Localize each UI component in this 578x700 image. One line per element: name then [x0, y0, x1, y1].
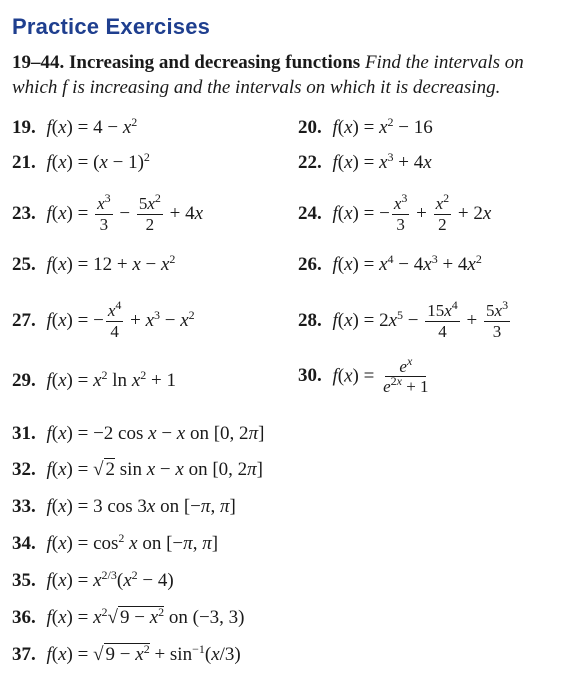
instruction-text: Find the intervals on which f is increasing and the intervals on which it is decreasing.: [12, 52, 524, 98]
exercise-28: 28. $f(x) = 2x^5$ − $\frac{15x^4}{4}$ + $\frac{5x^3}{3}$: [298, 298, 509, 341]
exercise-36: 36. $f(x) = x^2√$ $9 - x^2$ on (−3, 3): [12, 605, 245, 628]
exercise-20: 20. $f(x) = x^2 - 16$: [298, 115, 433, 138]
exercise-27: 27. f(x) = − $\frac{x^4}{4}$ + $x^3 - x^2$: [12, 298, 195, 341]
exercise-31: 31. f(x) = −2 cos x − x on [0, 2π]: [12, 423, 265, 444]
instructions: [12, 50, 568, 100]
exercise-19: 19. $f(x) = 4 - x^2$: [12, 115, 138, 138]
exercise-24: 24. f(x) = − $\frac{x^3}{3}$ + $\frac{x^2}{2}$ + 2x: [298, 191, 492, 234]
exercise-34: 34. $f(x) = \cos^2 x$ on [−π, π]: [12, 531, 219, 554]
exercise-33: 33. f(x) = 3 cos 3x on [−π, π]: [12, 496, 236, 517]
exercise-30: 30. f(x) = $\frac{e^x}{e^{2x} + 1}$: [298, 354, 429, 396]
exercise-range: 19–44.: [12, 52, 65, 73]
exercise-35: 35. $f(x) = x^{2/3}(x^2 - 4)$: [12, 568, 174, 591]
topic-title: Increasing and decreasing functions: [69, 52, 361, 73]
exercise-22: 22. $f(x) = x^3 + 4x$: [298, 150, 432, 173]
exercise-26: 26. $f(x) = x^4 - 4x^3 + 4x^2$: [298, 252, 482, 275]
exercise-32: 32. f(x) = √ 2 sin x − x on [0, 2π]: [12, 459, 263, 480]
exercise-29: 29. $f(x) = x^2$ $\ln x^2 + 1$: [12, 368, 176, 391]
exercise-21: 21. $f(x) = (x - 1)^2$: [12, 150, 150, 173]
section-heading: Practice Exercises: [12, 14, 211, 39]
exercise-23: 23. f(x) = $\frac{x^3}{3}$ − $\frac{5x^2}{2}$ + 4x: [12, 191, 204, 234]
exercise-37: 37. f(x) = √ $9 - x^2 + \sin^{-1}(x/3)$: [12, 642, 241, 665]
exercise-25: 25. $f(x) = 12 + x - x^2$: [12, 252, 176, 275]
